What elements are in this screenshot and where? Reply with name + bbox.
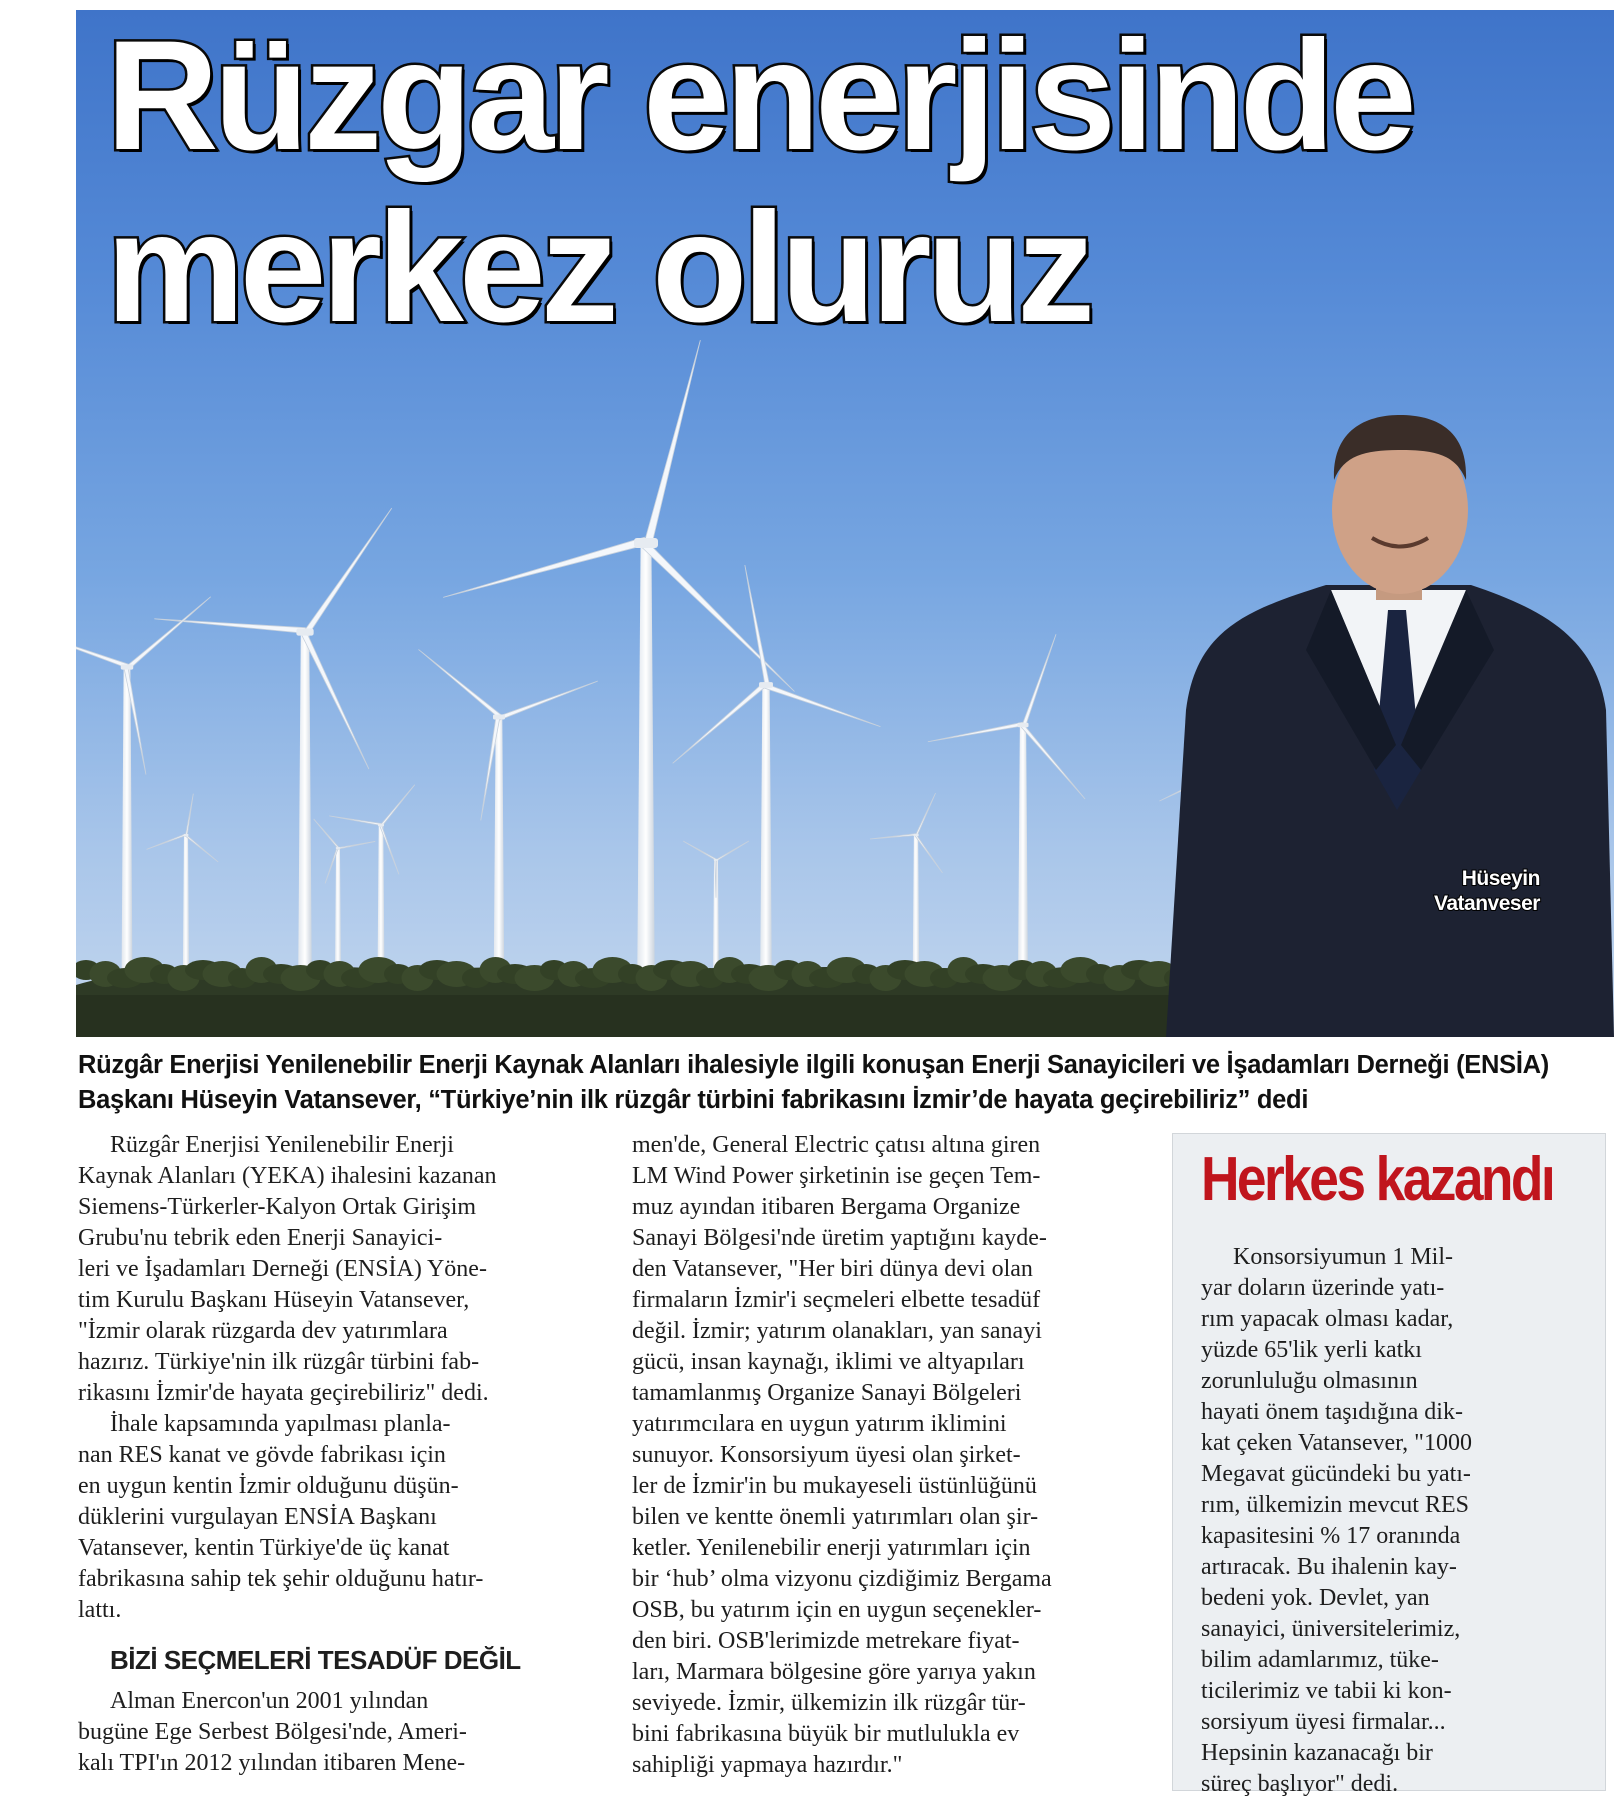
text-line: ketler. Yenilenebilir enerji yatırımları için [632,1535,1031,1561]
sidebar-title: Herkes kazandı [1201,1145,1554,1214]
text-line: men'de, General Electric çatısı altına giren [632,1132,1041,1158]
headline [106,10,1412,354]
article-column-1 [78,1130,598,1779]
text-line: leri ve İşadamları Derneği (ENSİA) Yöne- [78,1256,487,1282]
text-line: tamamlanmış Organize Sanayi Bölgeleri [632,1380,1022,1406]
text-line: sanayici, üniversitelerimiz, [1201,1616,1461,1642]
text-line: rım, ülkemizin mevcut RES [1201,1492,1469,1518]
wind-turbine [673,565,881,1010]
sidebar-box [1172,1133,1606,1797]
text-line: bir ‘hub’ olma vizyonu çizdiğimiz Bergama [632,1566,1052,1592]
text-line: LM Wind Power şirketinin ise geçen Tem- [632,1163,1041,1189]
text-line: değil. İzmir; yatırım olanakları, yan sanayi [632,1318,1042,1344]
wind-turbine [928,634,1085,1010]
text-line: rikasını İzmir'de hayata geçirebiliriz" dedi. [78,1380,489,1406]
text-line: zorunluluğu olmasının [1201,1368,1418,1394]
text-line: muz ayından itibaren Bergama Organize [632,1194,1021,1220]
text-line: bedeni yok. Devlet, yan [1201,1585,1430,1611]
text-line: kalı TPI'ın 2012 yılından itibaren Mene- [78,1750,466,1776]
wind-turbine [154,508,391,1010]
text-line: seviyede. İzmir, ülkemizin ilk rüzgâr tür- [632,1690,1026,1716]
text-line: bini fabrikasına büyük bir mutlulukla ev [632,1721,1020,1747]
portrait-huseyin-vatansever [1166,415,1614,1037]
text-line: sahipliği yapmaya hazırdır." [632,1752,903,1778]
text-line: Sanayi Bölgesi'nde üretim yaptığını kayde- [632,1225,1047,1251]
lead-paragraph: Rüzgâr Enerjisi Yenilenebilir Enerji Kaynak Alanları ihalesiyle ilgili konuşan Enerji Sanayicileri ve İşadamları Derneği (ENSİA) Başkanı Hüseyin Vatansever, “Türkiye’nin ilk rüzgâr türbini fabrikasını İzmir’de hayata geçirebiliriz” dedi [78,1051,1549,1114]
text-line: den Vatansever, "Her biri dünya devi olan [632,1256,1033,1282]
wind-turbine [419,650,598,1010]
photo-caption-line-2: Vatanveser [1434,892,1540,915]
text-line: firmaların İzmir'i seçmeleri elbette tesadüf [632,1287,1041,1313]
text-line: Alman Enercon'un 2001 yılından [110,1688,429,1714]
photo-caption [1434,866,1540,916]
text-line: nan RES kanat ve gövde fabrikası için [78,1442,446,1468]
text-line: sunuyor. Konsorsiyum üyesi olan şirket- [632,1442,1021,1468]
text-line: Kaynak Alanları (YEKA) ihalesini kazanan [78,1163,497,1189]
text-line: Siemens-Türkerler-Kalyon Ortak Girişim [78,1194,477,1220]
text-line: rım yapacak olması kadar, [1201,1306,1454,1332]
text-line: hayati önem taşıdığına dik- [1201,1399,1463,1425]
text-line: artıracak. Bu ihalenin kay- [1201,1554,1457,1580]
subheading: BİZİ SEÇMELERİ TESADÜF DEĞİL [110,1645,521,1675]
text-line: sorsiyum üyesi firmalar... [1201,1709,1446,1735]
text-line: bilen ve kentte önemli yatırımları olan şir- [632,1504,1039,1530]
text-line: den biri. OSB'lerimizde metrekare fiyat- [632,1628,1020,1654]
text-line: süreç başlıyor" dedi. [1201,1771,1399,1797]
photo-caption-line-1: Hüseyin [1461,867,1540,890]
text-line: Konsorsiyumun 1 Mil- [1233,1244,1454,1270]
headline-line-1: Rüzgar enerjisinde [106,10,1412,183]
text-line: bilim adamlarımız, tüke- [1201,1647,1439,1673]
text-line: gücü, insan kaynağı, iklimi ve altyapıları [632,1349,1025,1375]
headline-line-2: merkez oluruz [106,181,1090,355]
text-line: "İzmir olarak rüzgarda dev yatırımlara [78,1318,448,1344]
text-line: Megavat gücündeki bu yatı- [1201,1461,1471,1487]
text-line: ticilerimiz ve tabii ki kon- [1201,1678,1452,1704]
text-line: tim Kurulu Başkanı Hüseyin Vatansever, [78,1287,470,1313]
text-line: kat çeken Vatansever, "1000 [1201,1430,1472,1456]
text-line: ları, Marmara bölgesine göre yarıya yakın [632,1659,1036,1685]
text-line: bugüne Ege Serbest Bölgesi'nde, Ameri- [78,1719,467,1745]
text-line: yar doların üzerinde yatı- [1201,1275,1445,1301]
text-line: Hepsinin kazanacağı bir [1201,1740,1433,1766]
text-line: ler de İzmir'in bu mukayeseli üstünlüğünü [632,1473,1037,1499]
text-line: Vatansever, kentin Türkiye'de üç kanat [78,1535,450,1561]
text-line: Rüzgâr Enerjisi Yenilenebilir Enerji [110,1132,454,1158]
sidebar-body [1201,1242,1472,1800]
text-line: düklerini vurgulayan ENSİA Başkanı [78,1504,437,1530]
text-line: İhale kapsamında yapılması planla- [110,1411,451,1437]
hero-photo [76,10,1614,1037]
text-line: yüzde 65'lik yerli katkı [1201,1337,1422,1363]
text-line: lattı. [78,1597,122,1623]
text-line: yatırımcılara en uygun yatırım iklimini [632,1411,1007,1437]
article-column-2 [632,1130,1152,1781]
wind-turbine [76,597,211,1010]
text-line: kapasitesini % 17 oranında [1201,1523,1461,1549]
text-line: OSB, bu yatırım için en uygun seçenekler- [632,1597,1042,1623]
wind-turbines [76,340,1286,1010]
text-line: hazırız. Türkiye'nin ilk rüzgâr türbini fab- [78,1349,480,1375]
text-line: en uygun kentin İzmir olduğunu düşün- [78,1473,459,1499]
text-line: Grubu'nu tebrik eden Enerji Sanayici- [78,1225,443,1251]
text-line: fabrikasına sahip tek şehir olduğunu hatır- [78,1566,484,1592]
